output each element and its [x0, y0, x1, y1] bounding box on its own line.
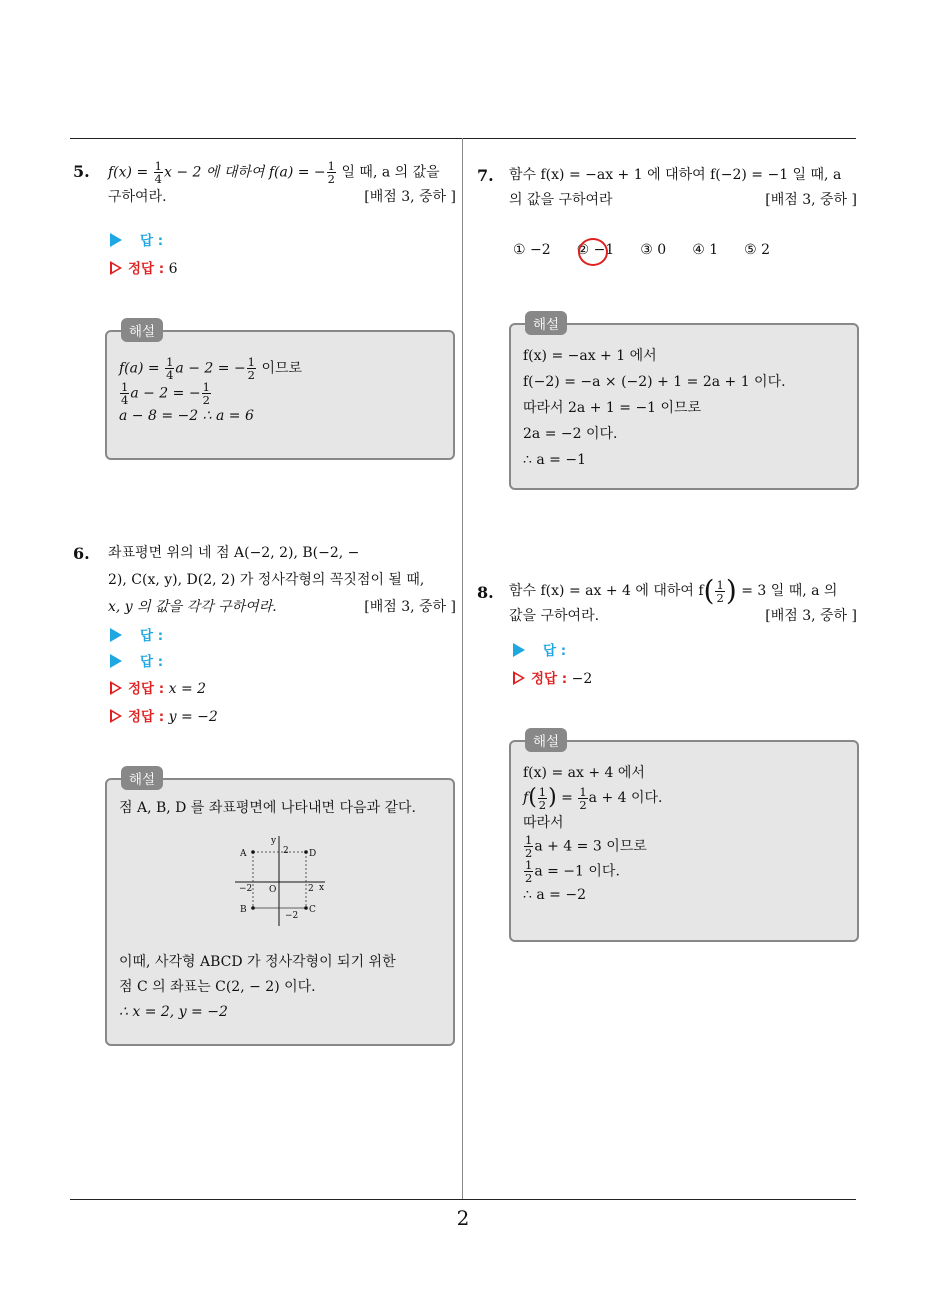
- text: f: [523, 790, 529, 806]
- fraction: $\frac{1}{2}$: [538, 784, 547, 812]
- question-number: 6.: [73, 544, 90, 563]
- choice-list: [513, 242, 796, 258]
- page-number: 2: [456, 1206, 470, 1230]
- explanation-tag: 해설: [525, 311, 567, 335]
- text: a + 4 = 3 이므로: [534, 838, 647, 855]
- play-triangle-icon: [513, 643, 525, 657]
- answer-label: 답 :: [140, 233, 164, 249]
- text: f(x) = −ax + 1 에서: [523, 348, 657, 364]
- correct-label: 정답 :: [128, 681, 165, 697]
- text: 따라서: [523, 815, 564, 831]
- question-text: [108, 160, 456, 209]
- text: a + 4 이다.: [588, 790, 663, 806]
- correct-label: 정답 :: [531, 671, 568, 687]
- fraction: $\frac{1}{2}$: [525, 858, 533, 885]
- coordinate-graph: [231, 832, 331, 928]
- question-7: [477, 163, 857, 213]
- outline-triangle-icon: [110, 261, 122, 275]
- graph-label-c: C: [309, 905, 316, 915]
- text: ∴ a = −1: [523, 452, 586, 468]
- text: ∴ x = 2, y = −2: [119, 1004, 228, 1020]
- explanation-tag: 해설: [525, 728, 567, 752]
- play-triangle-icon: [110, 628, 122, 642]
- text: 이므로: [257, 360, 303, 377]
- explanation-box: [509, 317, 859, 490]
- question-text: 함수 f(x) = ax + 4 에 대하여 f( $\frac{1}{2}$ ) = 3 일 때, a 의 값을 구하여라. [배점 3, 중하 ]: [509, 577, 857, 627]
- graph-label-2x: 2: [308, 884, 314, 894]
- text: 의 값을 구하여라: [509, 192, 613, 208]
- text: 점 C 의 좌표는 C(2, − 2) 이다.: [119, 979, 316, 995]
- answer-label: 답 :: [543, 643, 567, 659]
- fraction: $\frac{1}{2}$: [525, 833, 533, 860]
- choice-5[interactable]: ⑤ 2: [744, 242, 771, 258]
- correct-answer: [110, 677, 206, 697]
- text: 따라서 2a + 1 = −1 이므로: [523, 400, 702, 416]
- score-meta: [배점 3, 중하 ]: [364, 189, 456, 205]
- text: 이때, 사각형 ABCD 가 정사각형이 되기 위한: [119, 954, 396, 970]
- explanation-box: [105, 772, 455, 1046]
- answer-line: [110, 229, 163, 249]
- correct-value: 6: [168, 261, 178, 277]
- question-text: [509, 163, 857, 213]
- text: f(−2) = −a × (−2) + 1 = 2a + 1 이다.: [523, 374, 786, 390]
- point-b: [251, 906, 255, 910]
- text: 값을 구하여라.: [509, 608, 600, 624]
- score-meta: [배점 3, 중하 ]: [765, 192, 857, 208]
- question-number: 7.: [477, 166, 494, 185]
- outline-triangle-icon: [110, 709, 122, 723]
- question-5: [73, 160, 456, 209]
- fraction: $\frac{1}{2}$: [327, 159, 335, 186]
- text: =: [556, 790, 578, 806]
- graph-label-a: A: [240, 849, 247, 859]
- explanation-tag: 해설: [121, 318, 163, 342]
- explanation-tag: 해설: [121, 766, 163, 790]
- graph-label-d: D: [309, 849, 317, 859]
- answer-line: [110, 624, 163, 644]
- graph-label-x: x: [319, 883, 325, 893]
- text: 구하여라.: [108, 189, 167, 205]
- choice-1[interactable]: ① −2: [513, 242, 551, 258]
- point-a: [251, 850, 255, 854]
- graph-label-y: y: [271, 836, 277, 846]
- choice-3[interactable]: ③ 0: [640, 242, 667, 258]
- question-number: 5.: [73, 162, 90, 181]
- text: ∴ a = −2: [523, 887, 586, 903]
- question-number: 8.: [477, 583, 494, 602]
- text: a − 2 = −: [175, 360, 246, 377]
- text: 2a = −2 이다.: [523, 426, 618, 442]
- text: 좌표평면 위의 네 점 A(−2, 2), B(−2, −: [108, 545, 360, 561]
- bottom-rule: [70, 1199, 856, 1200]
- graph-label-neg2y: −2: [285, 911, 299, 921]
- fraction: $\frac{1}{2}$: [579, 784, 587, 812]
- point-c: [304, 906, 308, 910]
- score-meta: [배점 3, 중하 ]: [364, 599, 456, 615]
- correct-answer: [110, 705, 218, 725]
- text: f(x) =: [108, 164, 153, 181]
- selected-choice-circle: [578, 238, 608, 266]
- correct-value: −2: [571, 671, 593, 687]
- graph-label-2y: 2: [283, 846, 289, 856]
- score-meta: [배점 3, 중하 ]: [765, 608, 857, 624]
- answer-label: 답 :: [140, 628, 164, 644]
- fraction: $\frac{1}{2}$: [716, 577, 724, 605]
- correct-answer: [110, 257, 178, 277]
- answer-line: [513, 639, 566, 659]
- text: 함수 f(x) = ax + 4 에 대하여 f: [509, 583, 704, 599]
- outline-triangle-icon: [513, 671, 525, 685]
- correct-value: x = 2: [168, 681, 207, 697]
- text: a = −1 이다.: [534, 863, 620, 880]
- text: x − 2 에 대하여 f(a) = −: [163, 164, 326, 181]
- answer-line: [110, 650, 163, 670]
- correct-label: 정답 :: [128, 261, 165, 277]
- graph-label-o: O: [269, 885, 277, 895]
- question-text: [108, 540, 456, 621]
- question-8: [477, 574, 857, 627]
- column-divider: [462, 138, 463, 1200]
- question-6: [73, 540, 456, 621]
- top-rule: [70, 138, 856, 139]
- fraction: $\frac{1}{2}$: [247, 355, 255, 382]
- text: f(a) =: [119, 360, 165, 377]
- correct-answer: [513, 667, 592, 687]
- answer-label: 답 :: [140, 654, 164, 670]
- fraction: $\frac{1}{4}$: [121, 380, 129, 407]
- graph-label-b: B: [240, 905, 247, 915]
- text: 함수 f(x) = −ax + 1 에 대하여 f(−2) = −1 일 때, a: [509, 167, 842, 183]
- text: a − 2 = −: [130, 385, 201, 402]
- text: f(x) = ax + 4 에서: [523, 765, 645, 781]
- text: 점 A, B, D 를 좌표평면에 나타내면 다음과 같다.: [119, 800, 416, 816]
- choice-2[interactable]: ② −1: [576, 242, 615, 258]
- text: 2), C(x, y), D(2, 2) 가 정사각형의 꼭짓점이 될 때,: [108, 572, 425, 588]
- text: 일 때, a 의 값을: [337, 164, 440, 181]
- correct-label: 정답 :: [128, 709, 165, 725]
- explanation-box: [105, 324, 455, 460]
- fraction: $\frac{1}{4}$: [166, 355, 174, 382]
- point-d: [304, 850, 308, 854]
- play-triangle-icon: [110, 233, 122, 247]
- fraction: $\frac{1}{4}$: [154, 159, 162, 186]
- text: x, y 의 값을 각각 구하여라.: [108, 599, 277, 615]
- correct-value: y = −2: [168, 709, 218, 725]
- outline-triangle-icon: [110, 681, 122, 695]
- choice-4[interactable]: ④ 1: [692, 242, 719, 258]
- text: a − 8 = −2 ∴ a = 6: [119, 408, 254, 424]
- text: = 3 일 때, a 의: [741, 583, 838, 599]
- play-triangle-icon: [110, 654, 122, 668]
- explanation-box: 해설 f(x) = ax + 4 에서 f( $\frac{1}{2}$ ) = $\frac{1}{2}$ a + 4 이다. 따라서 $\frac{1}{2}$ a + 4 = 3 이므로 $\frac{1}{2}$ a = −1 이다. ∴ a = −2: [509, 740, 859, 942]
- graph-label-neg2x: −2: [239, 884, 253, 894]
- fraction: $\frac{1}{2}$: [202, 380, 210, 407]
